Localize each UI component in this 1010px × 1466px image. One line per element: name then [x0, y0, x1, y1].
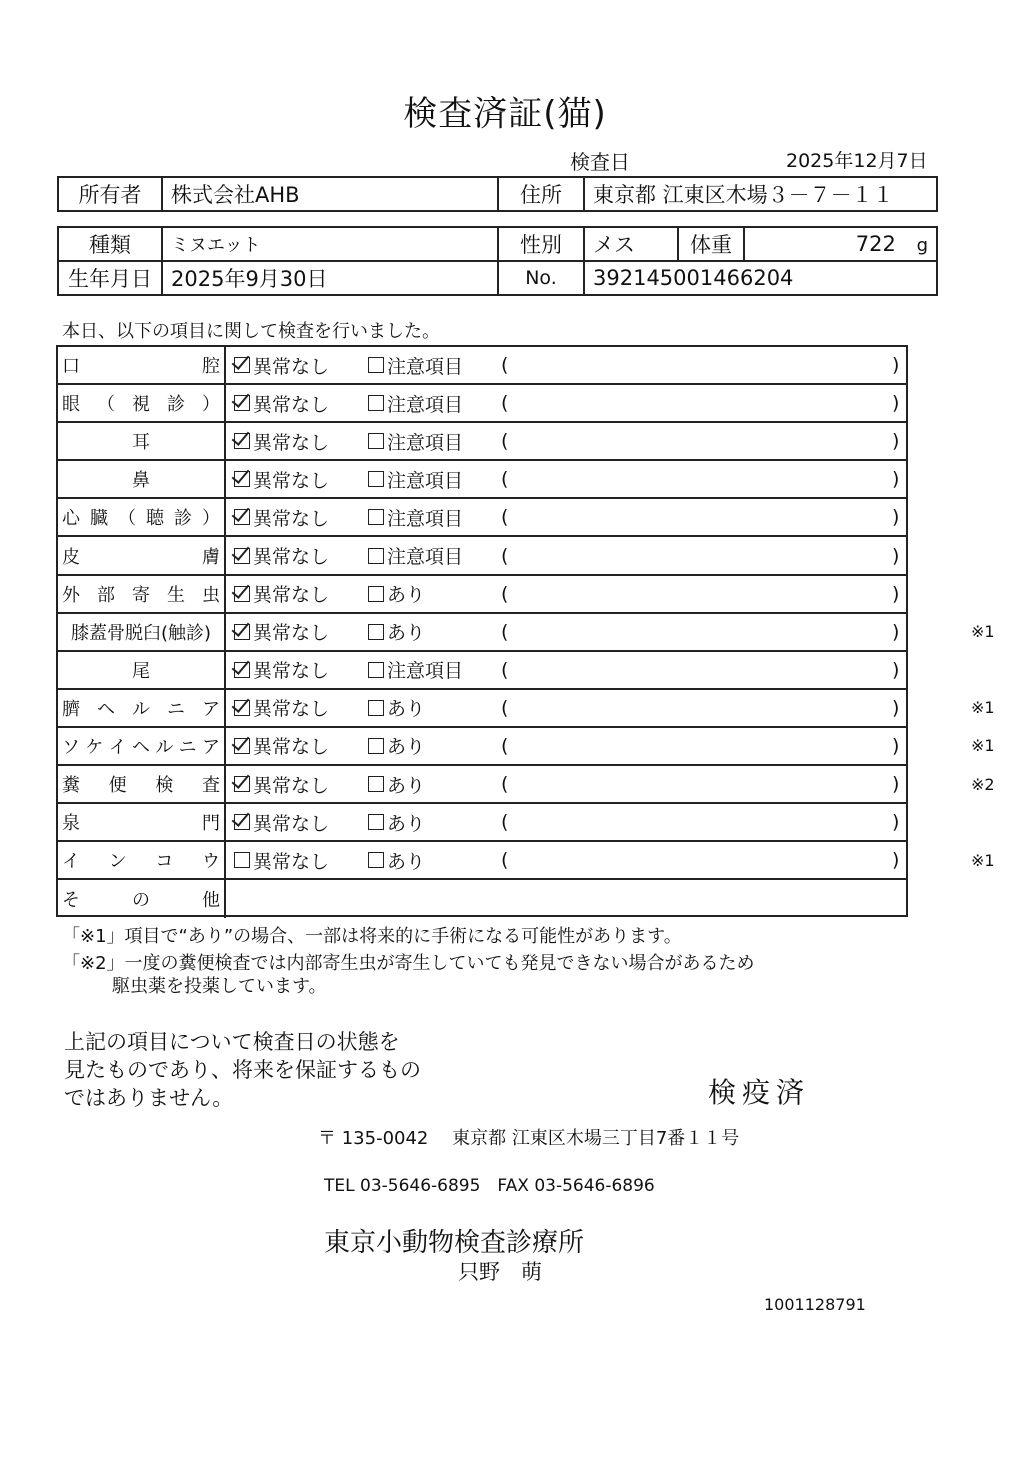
remark-open-paren: ( — [501, 849, 509, 872]
checked-checkbox-icon[interactable] — [234, 700, 250, 716]
exam-row — [58, 766, 995, 804]
signatory-name: 只野 萌 — [458, 1260, 542, 1284]
no-label: No. — [498, 261, 584, 295]
exam-item-char: コ — [155, 851, 174, 873]
disclaimer-line-3: ではありません。 — [64, 1086, 234, 1110]
checkbox-icon[interactable] — [368, 662, 384, 678]
clinic-phone-fax: TEL 03-5646-6895 FAX 03-5646-6896 — [324, 1176, 655, 1196]
normal-option-label: 異常なし — [253, 850, 330, 873]
disclaimer-line-1: 上記の項目について検査日の状態を — [64, 1030, 400, 1054]
normal-option-label: 異常なし — [253, 546, 330, 569]
exam-item-char: 腔 — [202, 356, 220, 378]
exam-item-char: ソ — [62, 736, 80, 758]
exam-row-other — [58, 880, 906, 918]
weight-label: 体重 — [678, 227, 744, 261]
normal-option[interactable] — [234, 580, 329, 607]
exam-item-char: 虫 — [202, 584, 220, 606]
sex-label: 性別 — [498, 227, 584, 261]
exam-item-char: 臍 — [62, 698, 80, 720]
remark-open-paren: ( — [501, 696, 509, 719]
normal-option[interactable] — [234, 466, 329, 493]
remark-open-paren: ( — [501, 354, 509, 377]
exam-item-label: 膝蓋骨脱臼(触診) — [58, 614, 226, 650]
remark-open-paren: ( — [501, 468, 509, 491]
normal-option-label: 異常なし — [253, 660, 330, 683]
normal-option-label: 異常なし — [253, 736, 330, 759]
exam-item-label — [58, 499, 226, 535]
normal-option-label: 異常なし — [253, 622, 330, 645]
normal-option[interactable] — [234, 542, 329, 569]
remark-open-paren: ( — [501, 620, 509, 643]
footnote-reference: ※2 — [971, 774, 995, 794]
checkbox-icon[interactable] — [368, 852, 384, 868]
finding-option[interactable] — [368, 390, 463, 417]
normal-option-label: 異常なし — [253, 393, 330, 416]
remark-close-paren: ) — [892, 468, 900, 491]
finding-option[interactable] — [368, 656, 463, 683]
exam-row — [58, 614, 995, 652]
checked-checkbox-icon[interactable] — [234, 395, 250, 411]
normal-option[interactable] — [234, 809, 329, 836]
remark-close-paren: ) — [892, 544, 900, 567]
owner-value: 株式会社AHB — [162, 177, 498, 211]
exam-row — [58, 804, 906, 842]
normal-option-label: 異常なし — [253, 812, 330, 835]
exam-row — [58, 461, 906, 499]
exam-date-label: 検査日 — [570, 150, 630, 174]
exam-item-char: ケ — [85, 736, 104, 758]
remark-close-paren: ) — [892, 354, 900, 377]
normal-option-label: 異常なし — [253, 431, 330, 454]
weight-unit: g — [916, 235, 928, 256]
remark-open-paren: ( — [501, 734, 509, 757]
checked-checkbox-icon[interactable] — [234, 548, 250, 564]
footnote-2: 「※2」一度の糞便検査では内部寄生虫が寄生していても発見できない場合があるため — [62, 953, 755, 974]
remark-close-paren: ) — [892, 849, 900, 872]
exam-item-label — [58, 385, 226, 421]
exam-item-char: 皮 — [62, 546, 80, 568]
exam-item-char: ） — [202, 394, 220, 416]
remark-open-paren: ( — [501, 544, 509, 567]
normal-option[interactable] — [234, 656, 329, 683]
owner-label: 所有者 — [58, 177, 162, 211]
remark-close-paren: ) — [892, 658, 900, 681]
normal-option[interactable] — [234, 618, 329, 645]
exam-item-char: ル — [155, 736, 174, 758]
exam-item-char: 生 — [167, 584, 185, 606]
checked-checkbox-icon[interactable] — [234, 624, 250, 640]
exam-row — [58, 728, 995, 766]
exam-item-char: 門 — [202, 813, 220, 835]
exam-item-char: 便 — [108, 775, 127, 797]
finding-option[interactable] — [368, 847, 425, 874]
exam-item-char: ン — [108, 851, 127, 873]
exam-item-char: 診 — [167, 394, 185, 416]
other-label-char: そ — [62, 890, 80, 912]
finding-option-label: あり — [387, 736, 426, 759]
exam-item-char: ア — [201, 736, 220, 758]
disclaimer-line-2: 見たものであり、将来を保証するもの — [64, 1058, 421, 1082]
birth-label: 生年月日 — [58, 261, 162, 295]
exam-item-char: 聴 — [146, 508, 164, 530]
disclaimer — [64, 1028, 421, 1112]
exam-table — [56, 345, 995, 917]
exam-row — [58, 385, 906, 423]
remark-close-paren: ) — [892, 430, 900, 453]
remark-close-paren: ) — [892, 773, 900, 796]
exam-item-char: 検 — [155, 775, 174, 797]
exam-item-char: 糞 — [62, 775, 80, 797]
checkbox-icon[interactable] — [368, 471, 384, 487]
remark-open-paren: ( — [501, 658, 509, 681]
exam-item-char: ア — [202, 698, 220, 720]
footnote-reference: ※1 — [971, 736, 995, 756]
remark-open-paren: ( — [501, 430, 509, 453]
normal-option-label: 異常なし — [253, 698, 330, 721]
checked-checkbox-icon[interactable] — [234, 509, 250, 525]
no-value: 392145001466204 — [584, 261, 937, 295]
checkbox-icon[interactable] — [368, 357, 384, 373]
finding-option-label: あり — [387, 698, 426, 721]
exam-row — [58, 690, 995, 728]
finding-option[interactable] — [368, 618, 425, 645]
finding-option-label: あり — [387, 774, 426, 797]
footnote-1: 「※1」項目で“あり”の場合、一部は将来的に手術になる可能性があります。 — [62, 926, 682, 947]
normal-option[interactable] — [234, 847, 329, 874]
remark-close-paren: ) — [892, 811, 900, 834]
exam-item-char: 膚 — [202, 546, 220, 568]
finding-option-label: あり — [387, 812, 426, 835]
exam-row — [58, 652, 906, 690]
exam-item-char: 臓 — [90, 508, 108, 530]
checkbox-icon[interactable] — [368, 586, 384, 602]
exam-row — [58, 537, 906, 575]
checkbox-icon[interactable] — [368, 548, 384, 564]
finding-option-label: 注意項目 — [387, 469, 464, 492]
finding-option[interactable] — [368, 428, 463, 455]
exam-item-char: ） — [202, 508, 220, 530]
normal-option[interactable] — [234, 390, 329, 417]
weight-value: 722 — [855, 232, 896, 256]
footnote-2-cont: 駆虫薬を投薬しています。 — [112, 976, 327, 997]
checkbox-icon[interactable] — [234, 852, 250, 868]
finding-option[interactable] — [368, 466, 463, 493]
exam-item-char: ウ — [201, 851, 220, 873]
finding-option[interactable] — [368, 352, 463, 379]
exam-item-char: 寄 — [132, 584, 150, 606]
checkbox-icon[interactable] — [368, 433, 384, 449]
exam-item-label — [58, 690, 226, 726]
exam-item-char: イ — [62, 851, 80, 873]
exam-item-label — [58, 766, 226, 802]
checkbox-icon[interactable] — [368, 814, 384, 830]
checkbox-icon[interactable] — [368, 395, 384, 411]
checkbox-icon[interactable] — [368, 700, 384, 716]
finding-option[interactable] — [368, 694, 425, 721]
exam-item-char: 泉 — [62, 813, 80, 835]
exam-item-label: 鼻 — [58, 461, 226, 497]
exam-item-char: 外 — [62, 584, 80, 606]
checked-checkbox-icon[interactable] — [234, 776, 250, 792]
exam-item-char: ヘ — [97, 698, 115, 720]
checked-checkbox-icon[interactable] — [234, 433, 250, 449]
finding-option-label: 注意項目 — [387, 431, 464, 454]
address-value: 東京都 江東区木場３－７－１１ — [584, 177, 937, 211]
exam-item-label — [58, 804, 226, 840]
finding-option-label: 注意項目 — [387, 393, 464, 416]
exam-row — [58, 499, 906, 537]
birth-value: 2025年9月30日 — [162, 261, 498, 295]
exam-item-label — [58, 347, 226, 383]
footnote-reference: ※1 — [971, 622, 995, 642]
exam-item-char: （ — [97, 394, 115, 416]
weight-cell — [744, 227, 937, 261]
exam-item-label — [58, 728, 226, 764]
finding-option-label: 注意項目 — [387, 546, 464, 569]
remark-close-paren: ) — [892, 620, 900, 643]
finding-option-label: 注意項目 — [387, 660, 464, 683]
exam-item-char: 査 — [201, 775, 220, 797]
quarantine-stamp: 検疫済 — [708, 1076, 811, 1109]
footnote-reference: ※1 — [971, 698, 995, 718]
exam-item-char: ル — [132, 698, 150, 720]
normal-option-label: 異常なし — [253, 469, 330, 492]
remark-open-paren: ( — [501, 811, 509, 834]
exam-item-char: 眼 — [62, 394, 80, 416]
normal-option[interactable] — [234, 732, 329, 759]
normal-option[interactable] — [234, 694, 329, 721]
normal-option[interactable] — [234, 352, 329, 379]
exam-item-label — [58, 842, 226, 878]
document-code: 1001128791 — [764, 1295, 866, 1314]
normal-option[interactable] — [234, 771, 329, 798]
clinic-name: 東京小動物検査診療所 — [324, 1228, 585, 1258]
normal-option-label: 異常なし — [253, 774, 330, 797]
breed-value: ミヌエット — [162, 227, 498, 261]
remark-close-paren: ) — [892, 734, 900, 757]
remark-open-paren: ( — [501, 506, 509, 529]
checked-checkbox-icon[interactable] — [234, 662, 250, 678]
animal-info-table — [57, 226, 938, 296]
exam-item-label: 尾 — [58, 652, 226, 688]
checked-checkbox-icon[interactable] — [234, 814, 250, 830]
document-title: 検査済証(猫) — [403, 94, 607, 134]
exam-row — [58, 842, 995, 880]
other-label — [58, 880, 226, 918]
exam-item-char: （ — [118, 508, 136, 530]
normal-option[interactable] — [234, 504, 329, 531]
exam-item-label — [58, 576, 226, 612]
checked-checkbox-icon[interactable] — [234, 357, 250, 373]
finding-option[interactable] — [368, 732, 425, 759]
exam-row — [58, 347, 906, 385]
checked-checkbox-icon[interactable] — [234, 471, 250, 487]
exam-item-char: 視 — [132, 394, 150, 416]
finding-option[interactable] — [368, 542, 463, 569]
exam-item-char: 口 — [62, 356, 80, 378]
exam-item-char: 部 — [97, 584, 115, 606]
exam-item-label: 耳 — [58, 423, 226, 459]
sex-value: メス — [584, 227, 678, 261]
finding-option-label: 注意項目 — [387, 355, 464, 378]
remark-close-paren: ) — [892, 696, 900, 719]
remark-open-paren: ( — [501, 773, 509, 796]
checked-checkbox-icon[interactable] — [234, 586, 250, 602]
other-label-char: の — [132, 890, 150, 912]
normal-option-label: 異常なし — [253, 355, 330, 378]
normal-option[interactable] — [234, 428, 329, 455]
exam-row — [58, 576, 906, 614]
checked-checkbox-icon[interactable] — [234, 738, 250, 754]
footnote-reference: ※1 — [971, 850, 995, 870]
owner-table — [57, 176, 938, 212]
intro-text: 本日、以下の項目に関して検査を行いました。 — [62, 321, 440, 342]
finding-option[interactable] — [368, 580, 425, 607]
exam-item-char: イ — [108, 736, 127, 758]
checkbox-icon[interactable] — [368, 624, 384, 640]
checkbox-icon[interactable] — [368, 509, 384, 525]
remark-close-paren: ) — [892, 582, 900, 605]
clinic-address: 〒 135-0042 東京都 江東区木場三丁目7番１１号 — [318, 1128, 740, 1149]
finding-option[interactable] — [368, 809, 425, 836]
normal-option-label: 異常なし — [253, 507, 330, 530]
exam-item-char: ニ — [167, 698, 185, 720]
exam-item-char: ニ — [178, 736, 197, 758]
exam-item-char: 診 — [174, 508, 192, 530]
finding-option[interactable] — [368, 771, 425, 798]
checkbox-icon[interactable] — [368, 738, 384, 754]
finding-option-label: 注意項目 — [387, 507, 464, 530]
exam-row — [58, 423, 906, 461]
exam-item-label — [58, 537, 226, 573]
checkbox-icon[interactable] — [368, 776, 384, 792]
remark-open-paren: ( — [501, 582, 509, 605]
remark-open-paren: ( — [501, 392, 509, 415]
normal-option-label: 異常なし — [253, 584, 330, 607]
finding-option-label: あり — [387, 622, 426, 645]
exam-item-char: 心 — [62, 508, 80, 530]
exam-item-char: ヘ — [131, 736, 150, 758]
breed-label: 種類 — [58, 227, 162, 261]
exam-date: 2025年12月7日 — [786, 150, 928, 172]
remark-close-paren: ) — [892, 392, 900, 415]
address-label: 住所 — [498, 177, 584, 211]
remark-close-paren: ) — [892, 506, 900, 529]
finding-option[interactable] — [368, 504, 463, 531]
finding-option-label: あり — [387, 850, 426, 873]
other-label-char: 他 — [202, 890, 220, 912]
finding-option-label: あり — [387, 584, 426, 607]
